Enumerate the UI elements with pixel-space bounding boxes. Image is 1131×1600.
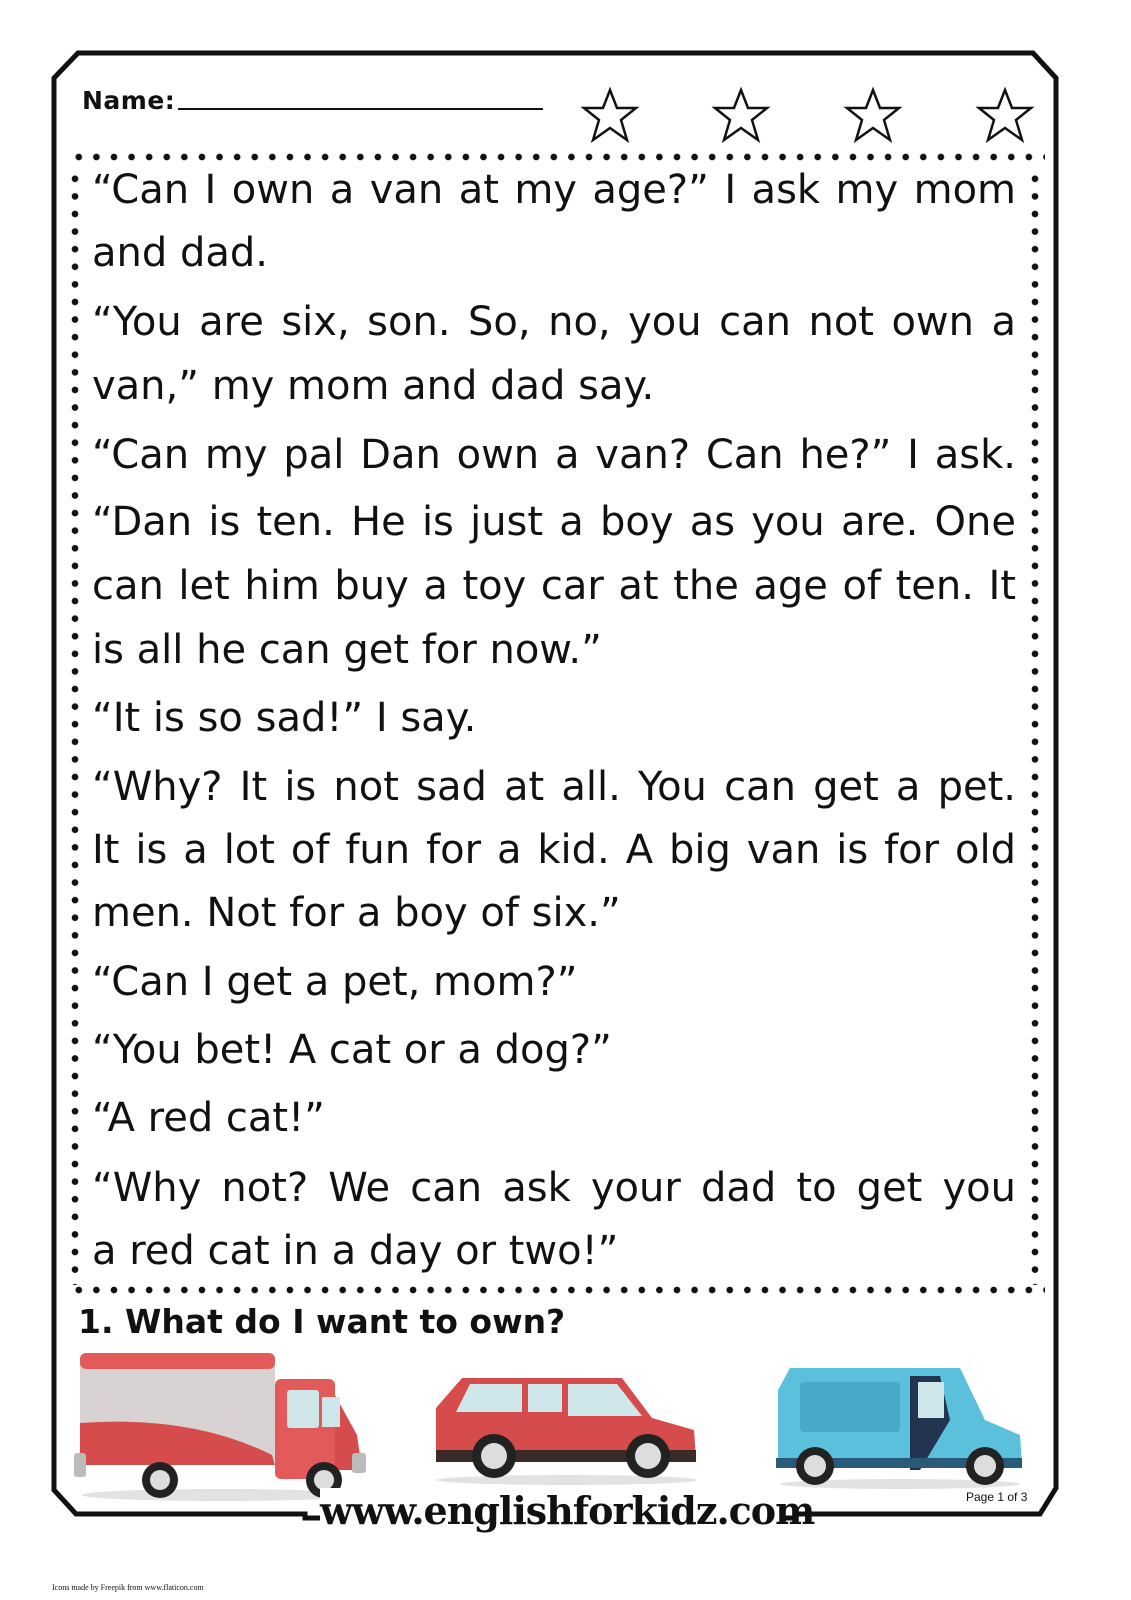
- star-icon[interactable]: [975, 86, 1035, 146]
- name-label: Name:: [82, 86, 176, 115]
- story-line: a red cat in a day or two!”: [92, 1228, 619, 1274]
- story-line: “Dan is ten. He is just a boy as you are. One: [92, 499, 1016, 545]
- star-icon[interactable]: [843, 86, 903, 146]
- website-url[interactable]: www.englishforkidz.com: [320, 1488, 815, 1533]
- icon-credit: Icons made by Freepik from www.flaticon.com: [52, 1583, 204, 1592]
- star-icon[interactable]: [711, 86, 771, 146]
- story-line: “Can my pal Dan own a van? Can he?” I ask.: [92, 432, 1016, 478]
- van-image[interactable]: [770, 1360, 1030, 1490]
- story-line: van,” my mom and dad say.: [92, 363, 655, 409]
- dotted-border-top: [70, 153, 1045, 161]
- dotted-border-bottom: [70, 1286, 1045, 1294]
- car-image[interactable]: [432, 1368, 702, 1488]
- story-line: “Can I get a pet, mom?”: [92, 959, 578, 1005]
- story-line: can let him buy a toy car at the age of ten. It: [92, 563, 1016, 609]
- story-line: It is a lot of fun for a kid. A big van is for old: [92, 827, 1016, 873]
- truck-image[interactable]: [72, 1345, 372, 1505]
- dotted-border-left: [71, 170, 79, 1285]
- page-number: Page 1 of 3: [966, 1490, 1028, 1504]
- story-line: “A red cat!”: [92, 1095, 325, 1141]
- story-line: and dad.: [92, 230, 268, 276]
- story-line: “You bet! A cat or a dog?”: [92, 1027, 612, 1073]
- story-line: is all he can get for now.”: [92, 627, 602, 673]
- story-line: “It is so sad!” I say.: [92, 695, 477, 741]
- story-line: men. Not for a boy of six.”: [92, 890, 621, 936]
- story-line: “You are six, son. So, no, you can not own a: [92, 299, 1016, 345]
- star-icon[interactable]: [580, 86, 640, 146]
- dotted-border-right: [1031, 170, 1039, 1285]
- story-line: “Why? It is not sad at all. You can get a pet.: [92, 764, 1016, 810]
- story-line: “Can I own a van at my age?” I ask my mom: [92, 167, 1016, 213]
- name-input-line[interactable]: [178, 108, 543, 110]
- story-line: “Why not? We can ask your dad to get you: [92, 1165, 1016, 1211]
- question-1: 1. What do I want to own?: [78, 1302, 566, 1341]
